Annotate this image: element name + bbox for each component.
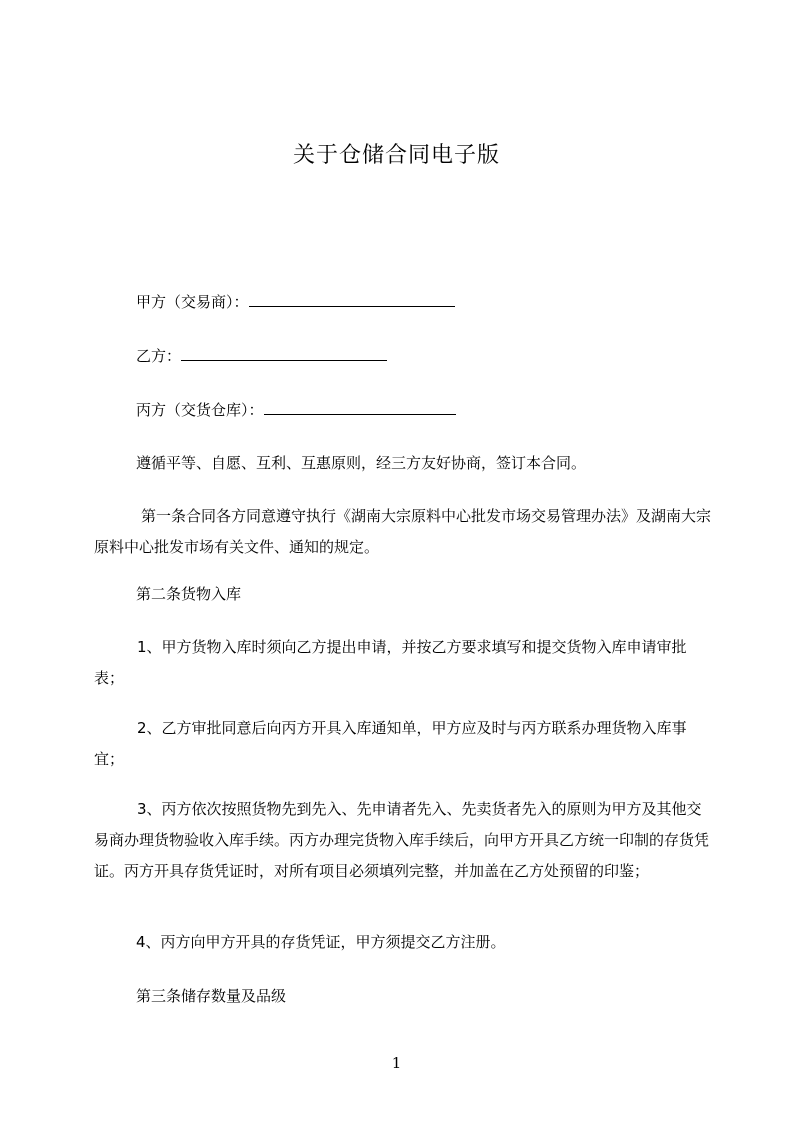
article-1: 第一条合同各方同意遵守执行《湖南大宗原料中心批发市场交易管理办法》及湖南大宗原料中心批发市场有关文件、通知的规定。 [94,507,712,556]
party-c-line [136,399,456,420]
party-b-label: 乙方： [136,347,182,365]
document-title: 关于仓储合同电子版 [292,143,500,168]
party-a-label: 甲方（交易商）： [136,293,249,311]
article-3-heading: 第三条储存数量及品级 [136,987,287,1005]
page-number: 1 [391,1054,402,1072]
party-a-line [136,291,455,312]
article-2-item-4: 4、丙方向甲方开具的存货凭证，甲方须提交乙方注册。 [136,933,506,951]
article-2-heading: 第二条货物入库 [136,585,242,603]
party-b-blank [181,345,387,361]
party-a-blank [249,291,455,307]
party-c-label: 丙方（交货仓库）： [136,401,264,419]
preamble: 遵循平等、自愿、互利、互惠原则，经三方友好协商，签订本合同。 [136,454,587,472]
party-c-blank [264,399,456,415]
party-b-line [136,345,387,366]
article-2-item-2: 2、乙方审批同意后向丙方开具入库通知单，甲方应及时与丙方联系办理货物入库事宜； [94,719,687,768]
article-2-item-3: 3、丙方依次按照货物先到先入、先申请者先入、先卖货者先入的原则为甲方及其他交易商办理货物验收入库手续。丙方办理完货物入库手续后，向甲方开具乙方统一印制的存货凭证。丙方开具存货凭证时，对所有项目必须填列完整，并加盖在乙方处预留的印鉴； [94,800,710,880]
article-2-item-1: 1、甲方货物入库时须向乙方提出申请，并按乙方要求填写和提交货物入库申请审批表； [94,638,687,687]
